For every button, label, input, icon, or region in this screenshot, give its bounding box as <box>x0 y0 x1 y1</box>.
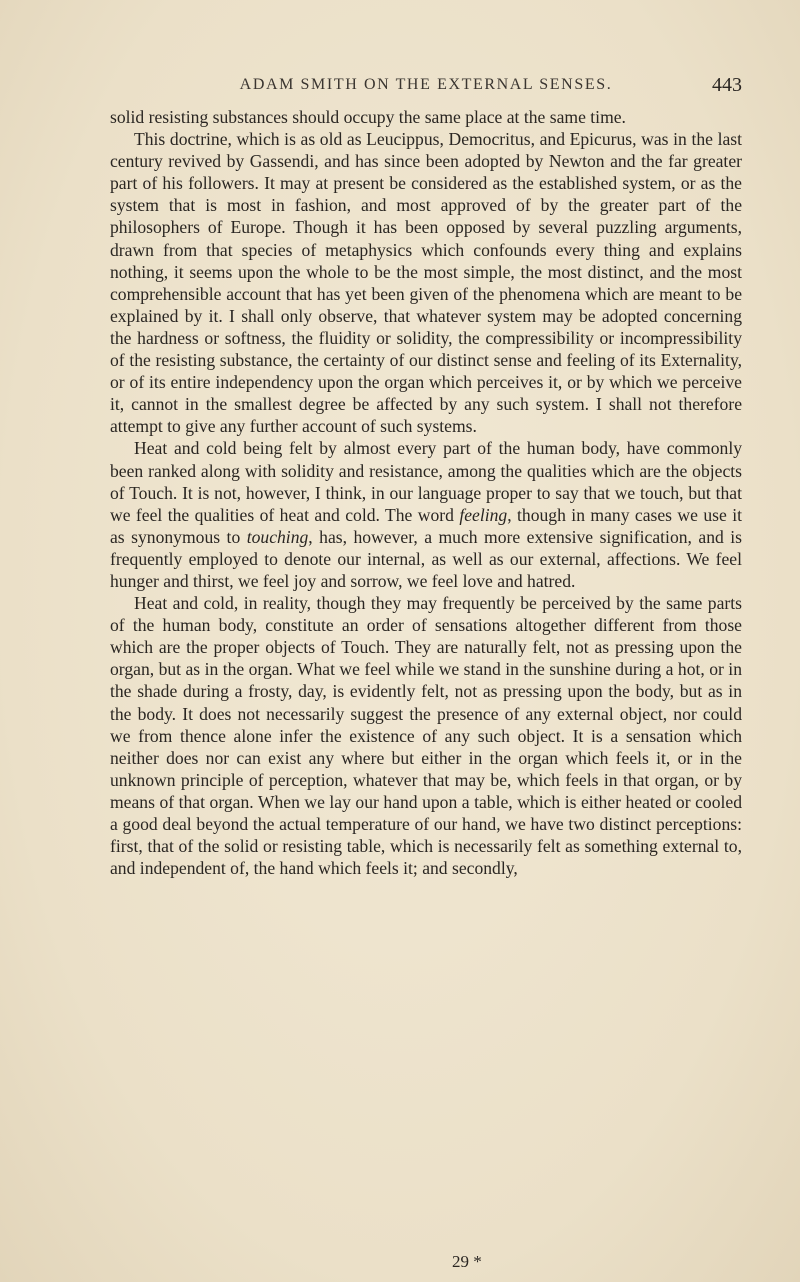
page-header <box>110 76 742 100</box>
page-number: 443 <box>712 74 742 96</box>
signature-mark: 29 * <box>452 1252 482 1271</box>
italic-term: touching <box>246 526 309 547</box>
paragraph <box>110 106 742 128</box>
italic-term: feeling <box>459 504 508 525</box>
paragraph <box>110 437 742 592</box>
paragraph-text: Heat and cold being felt by almost every part of the human body, have commonly been ranked along with solidity and resistance, among the qualities which are the objects of Touch. It is not, however, I think, in our language proper to say that we touch, but that we feel the qualities of heat and cold. The word <box>110 438 742 525</box>
paragraph <box>110 592 742 879</box>
paragraph-text: Heat and cold, in reality, though they may frequently be perceived by the same parts of the human body, constitute an order of sensations altogether different from those which are the proper objects of Touch. They are naturally felt, not as pressing upon the organ, but as in the organ. What we feel while we stand in the sunshine during a hot, or in the shade during a frosty, day, is evidently felt, not as pressing upon the body, but as in the body. It does not necessarily suggest the presence of any external object, nor could we from thence alone infer the existence of any such object. It is a sensation which neither does nor can exist any where but either in the organ which feels it, or in the unknown principle of perception, whatever that may be, which feels in that organ, or by means of that organ. When we lay our hand upon a table, which is either heated or cooled a good deal beyond the actual temperature of our hand, we have two distinct perceptions: first, that of the solid or resisting table, which is necessarily felt as something external to, and independent of, the hand which feels it; and secondly, <box>110 593 742 879</box>
paragraph-text: This doctrine, which is as old as Leucippus, Democritus, and Epicurus, was in the last century revived by Gassendi, and has since been adopted by Newton and the far greater part of his followers. It may at present be considered as the established system, or as the system that is most in fashion, and most approved of by the greater part of the philosophers of Europe. Though it has been opposed by several puzzling arguments, drawn from that species of metaphysics which confounds every thing and explains nothing, it seems upon the whole to be the most simple, the most distinct, and the most comprehensible account that has yet been given of the phenomena which are meant to be explained by it. I shall only observe, that whatever system may be adopted concerning the hardness or softness, the fluidity or solidity, the compressibility or incompressibility of the resisting substance, the certainty of our distinct sense and feeling of its Externality, or of its entire independency upon the organ which perceives it, or by which we perceive it, cannot in the smallest degree be affected by any such system. I shall not therefore attempt to give any further account of such systems. <box>110 129 742 437</box>
running-head: ADAM SMITH ON THE EXTERNAL SENSES. <box>239 76 613 93</box>
paragraph <box>110 128 742 437</box>
paragraph-text: , has, however, a much more extensive signification, and is frequently employed to denote our internal, as well as our external, affections. We feel hunger and thirst, we feel joy and sorrow, we feel love and hatred. <box>110 526 743 591</box>
body-text <box>110 106 742 879</box>
paragraph-text: solid resisting substances should occupy the same place at the same time. <box>110 107 626 127</box>
paragraph-text: , though in many cases we use it as synonymous to <box>110 504 742 547</box>
